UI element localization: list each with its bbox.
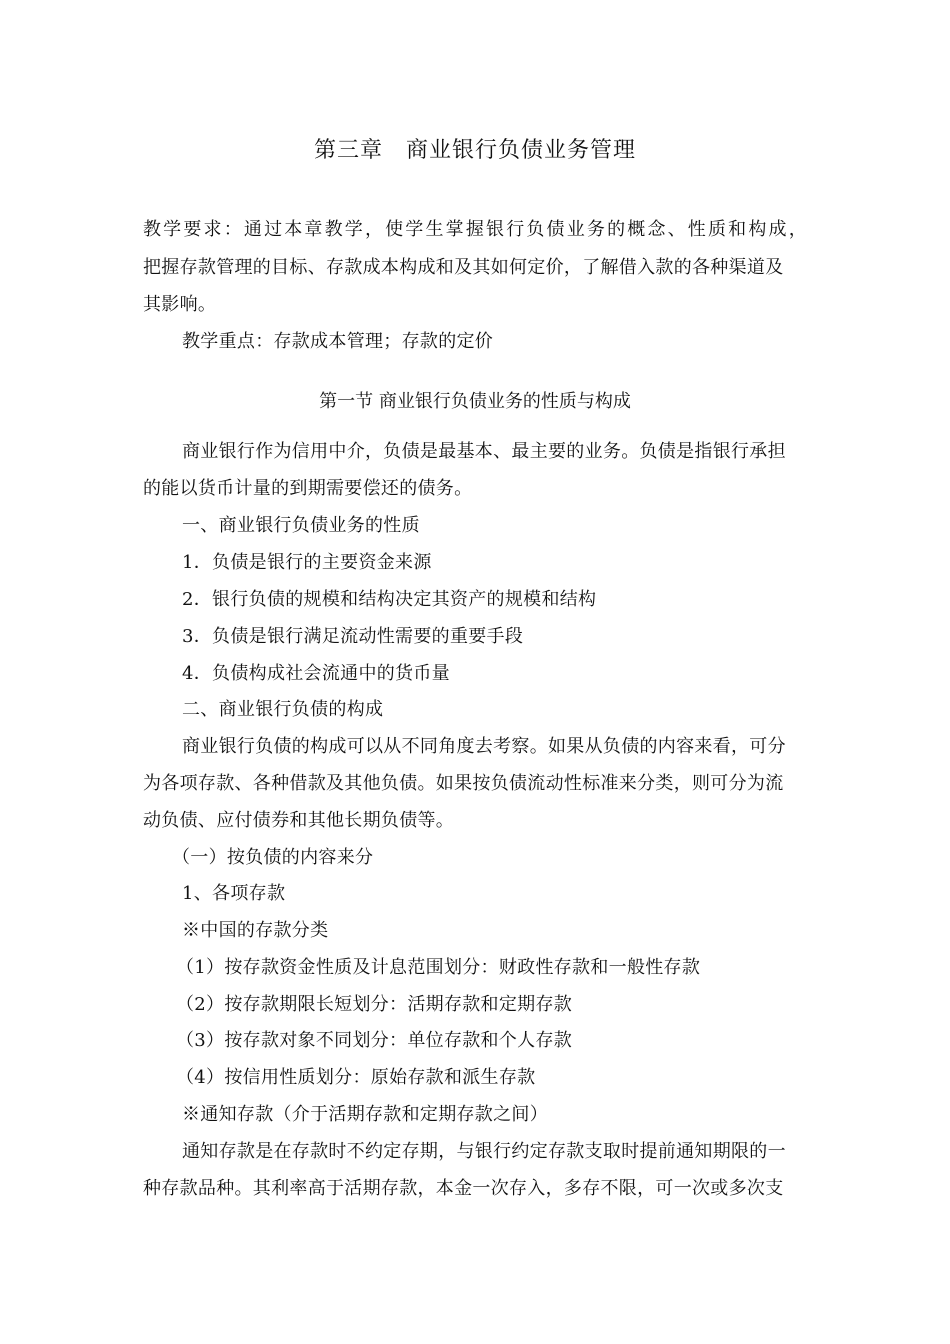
deposits-heading: 1、各项存款: [182, 883, 286, 904]
china-classification: ※中国的存款分类: [182, 920, 329, 941]
intro-line-2: 的能以货币计量的到期需要偿还的债务。: [143, 478, 473, 499]
section-title: 第一节 商业银行负债业务的性质与构成: [319, 391, 631, 412]
composition-line-3: 动负债、应付债券和其他长期负债等。: [143, 810, 455, 831]
nature-item-1: 1．负债是银行的主要资金来源: [182, 552, 432, 573]
requirements-line-3: 其影响。: [143, 294, 217, 315]
classification-item-2: （2）按存款期限长短划分：活期存款和定期存款: [176, 994, 573, 1015]
intro-line-1: 商业银行作为信用中介，负债是最基本、最主要的业务。负债是指银行承担: [182, 441, 786, 462]
requirements-line-1: 教学要求：通过本章教学，使学生掌握银行负债业务的概念、性质和构成，: [143, 219, 807, 240]
by-content-heading: （一）按负债的内容来分: [172, 847, 374, 868]
nature-item-2: 2．银行负债的规模和结构决定其资产的规模和结构: [182, 589, 597, 610]
classification-item-1: （1）按存款资金性质及计息范围划分：财政性存款和一般性存款: [176, 957, 701, 978]
nature-item-3: 3．负债是银行满足流动性需要的重要手段: [182, 626, 524, 647]
nature-item-4: 4．负债构成社会流通中的货币量: [182, 663, 450, 684]
composition-line-1: 商业银行负债的构成可以从不同角度去考察。如果从负债的内容来看，可分: [182, 736, 786, 757]
classification-item-3: （3）按存款对象不同划分：单位存款和个人存款: [176, 1030, 573, 1051]
classification-item-4: （4）按信用性质划分：原始存款和派生存款: [176, 1067, 536, 1088]
notice-line-1: 通知存款是在存款时不约定存期，与银行约定存款支取时提前通知期限的一: [182, 1141, 786, 1162]
notice-line-2: 种存款品种。其利率高于活期存款，本金一次存入，多存不限，可一次或多次支: [143, 1178, 784, 1199]
requirements-line-2: 把握存款管理的目标、存款成本构成和及其如何定价，了解借入款的各种渠道及: [143, 257, 784, 278]
notice-deposit-heading: ※通知存款（介于活期存款和定期存款之间）: [182, 1104, 548, 1125]
key-points: 教学重点：存款成本管理；存款的定价: [182, 331, 494, 352]
nature-heading: 一、商业银行负债业务的性质: [182, 515, 420, 536]
composition-line-2: 为各项存款、各种借款及其他负债。如果按负债流动性标准来分类，则可分为流: [143, 773, 784, 794]
composition-heading: 二、商业银行负债的构成: [182, 699, 384, 720]
chapter-title: 第三章 商业银行负债业务管理: [313, 138, 636, 163]
